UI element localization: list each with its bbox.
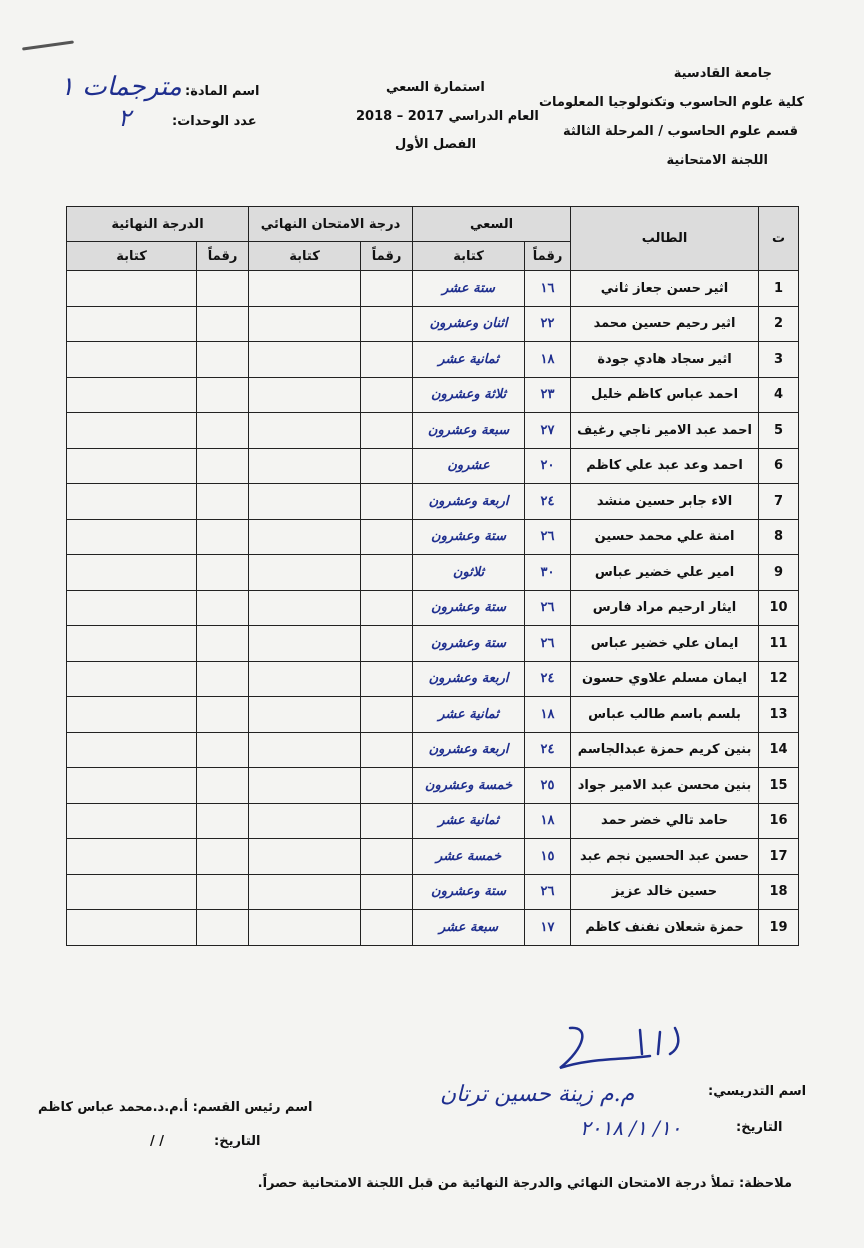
exam-written	[249, 768, 361, 804]
effort-numeric: ٢٤	[525, 661, 571, 697]
row-index: 9	[759, 555, 799, 591]
final-written	[67, 590, 197, 626]
student-name: احمد عباس كاظم خليل	[571, 377, 759, 413]
exam-written	[249, 732, 361, 768]
table-row	[67, 342, 799, 378]
table-row	[67, 484, 799, 520]
table-row	[67, 874, 799, 910]
effort-numeric: ١٦	[525, 271, 571, 307]
final-numeric	[197, 306, 249, 342]
final-written	[67, 519, 197, 555]
final-written	[67, 484, 197, 520]
teacher-label: اسم التدريسي:	[708, 1084, 807, 1099]
effort-written: سبعة عشر	[413, 910, 525, 946]
effort-written: ستة وعشرون	[413, 590, 525, 626]
final-written	[67, 448, 197, 484]
row-index: 19	[759, 910, 799, 946]
student-name: الاء جابر حسين منشد	[571, 484, 759, 520]
department-head: اسم رئيس القسم: أ.م.د.محمد عباس كاظم	[38, 1100, 313, 1115]
final-written	[67, 697, 197, 733]
units-value: ٢	[118, 104, 131, 132]
final-numeric	[197, 768, 249, 804]
academic-year: العام الدراسي 2017 – 2018	[356, 109, 539, 124]
row-index: 13	[759, 697, 799, 733]
exam-numeric	[361, 448, 413, 484]
table-row	[67, 448, 799, 484]
table-row	[67, 697, 799, 733]
row-index: 14	[759, 732, 799, 768]
effort-numeric: ٢٦	[525, 874, 571, 910]
exam-numeric	[361, 874, 413, 910]
table-row	[67, 377, 799, 413]
student-name: حمزة شعلان نفنف كاظم	[571, 910, 759, 946]
row-index: 2	[759, 306, 799, 342]
header-index: ت	[759, 207, 799, 271]
final-written	[67, 874, 197, 910]
exam-numeric	[361, 768, 413, 804]
effort-written: ستة وعشرون	[413, 874, 525, 910]
effort-numeric: ٢٣	[525, 377, 571, 413]
effort-numeric: ١٨	[525, 342, 571, 378]
department-name: قسم علوم الحاسوب / المرحلة الثالثة	[562, 124, 798, 139]
exam-written	[249, 377, 361, 413]
exam-numeric	[361, 306, 413, 342]
exam-written	[249, 413, 361, 449]
effort-written: اربعة وعشرون	[413, 484, 525, 520]
student-name: ايثار ارحيم مراد فارس	[571, 590, 759, 626]
final-numeric	[197, 590, 249, 626]
final-written	[67, 377, 197, 413]
table-row	[67, 306, 799, 342]
student-name: امنة علي محمد حسين	[571, 519, 759, 555]
exam-written	[249, 271, 361, 307]
row-index: 12	[759, 661, 799, 697]
effort-numeric: ١٨	[525, 697, 571, 733]
student-name: بلسم باسم طالب عباس	[571, 697, 759, 733]
student-name: حامد تالي خضر حمد	[571, 803, 759, 839]
table-row	[67, 271, 799, 307]
effort-numeric: ٢٦	[525, 519, 571, 555]
university-name: جامعة القادسية	[673, 66, 772, 81]
row-index: 4	[759, 377, 799, 413]
table-row	[67, 768, 799, 804]
row-index: 8	[759, 519, 799, 555]
row-index: 15	[759, 768, 799, 804]
student-name: احمد وعد عبد علي كاظم	[571, 448, 759, 484]
row-index: 5	[759, 413, 799, 449]
final-numeric	[197, 342, 249, 378]
final-numeric	[197, 839, 249, 875]
final-written	[67, 839, 197, 875]
effort-written: اربعة وعشرون	[413, 661, 525, 697]
exam-numeric	[361, 910, 413, 946]
effort-numeric: ٢٦	[525, 590, 571, 626]
form-title: استمارة السعي	[386, 80, 485, 95]
table-row	[67, 626, 799, 662]
table-row	[67, 590, 799, 626]
effort-written: خمسة وعشرون	[413, 768, 525, 804]
teacher-date-value: ١٠/ ١/ ٢٠١٨	[580, 1116, 682, 1140]
subheader-exam-written: كتابة	[249, 242, 361, 271]
table-row	[67, 555, 799, 591]
exam-numeric	[361, 803, 413, 839]
effort-written: ثمانية عشر	[413, 342, 525, 378]
row-index: 6	[759, 448, 799, 484]
final-numeric	[197, 519, 249, 555]
exam-written	[249, 448, 361, 484]
footer-note: ملاحظة: تملأ درجة الامتحان النهائي والدرجة النهائية من قبل اللجنة الامتحانية حصراً.	[257, 1176, 792, 1191]
table-row	[67, 732, 799, 768]
exam-written	[249, 839, 361, 875]
table-row	[67, 661, 799, 697]
row-index: 3	[759, 342, 799, 378]
semester: الفصل الأول	[395, 137, 477, 152]
effort-written: ثمانية عشر	[413, 803, 525, 839]
effort-numeric: ٣٠	[525, 555, 571, 591]
effort-numeric: ٢٥	[525, 768, 571, 804]
final-numeric	[197, 661, 249, 697]
effort-numeric: ٢٦	[525, 626, 571, 662]
effort-written: اثنان وعشرون	[413, 306, 525, 342]
effort-numeric: ٢٤	[525, 732, 571, 768]
committee-name: اللجنة الامتحانية	[666, 153, 768, 168]
student-name: بنين محسن عبد الامير جواد	[571, 768, 759, 804]
exam-written	[249, 555, 361, 591]
row-index: 17	[759, 839, 799, 875]
exam-written	[249, 874, 361, 910]
final-numeric	[197, 448, 249, 484]
exam-numeric	[361, 519, 413, 555]
final-numeric	[197, 803, 249, 839]
effort-written: سبعة وعشرون	[413, 413, 525, 449]
row-index: 1	[759, 271, 799, 307]
exam-numeric	[361, 377, 413, 413]
exam-written	[249, 519, 361, 555]
exam-written	[249, 910, 361, 946]
pen-mark	[22, 40, 74, 50]
effort-numeric: ١٨	[525, 803, 571, 839]
effort-numeric: ١٥	[525, 839, 571, 875]
effort-numeric: ٢٤	[525, 484, 571, 520]
final-written	[67, 555, 197, 591]
exam-written	[249, 342, 361, 378]
student-name: ايمان علي خضير عباس	[571, 626, 759, 662]
exam-numeric	[361, 555, 413, 591]
subheader-final-written: كتابة	[67, 242, 197, 271]
effort-numeric: ١٧	[525, 910, 571, 946]
final-numeric	[197, 484, 249, 520]
final-numeric	[197, 910, 249, 946]
row-index: 16	[759, 803, 799, 839]
effort-written: اربعة وعشرون	[413, 732, 525, 768]
final-written	[67, 732, 197, 768]
table-row	[67, 413, 799, 449]
exam-written	[249, 306, 361, 342]
row-index: 18	[759, 874, 799, 910]
final-written	[67, 271, 197, 307]
effort-numeric: ٢٧	[525, 413, 571, 449]
exam-numeric	[361, 413, 413, 449]
effort-numeric: ٢٠	[525, 448, 571, 484]
subject-value: مترجمات ١	[60, 72, 182, 102]
final-written	[67, 342, 197, 378]
exam-numeric	[361, 590, 413, 626]
effort-written: ثمانية عشر	[413, 697, 525, 733]
teacher-value: م.م زينة حسين ترتان	[440, 1082, 635, 1107]
final-numeric	[197, 271, 249, 307]
exam-numeric	[361, 626, 413, 662]
student-name: اثير سجاد هادي جودة	[571, 342, 759, 378]
table-row	[67, 839, 799, 875]
effort-written: خمسة عشر	[413, 839, 525, 875]
student-name: حسن عبد الحسين نجم عبد	[571, 839, 759, 875]
subheader-final-numeric: رقماً	[197, 242, 249, 271]
student-name: امير علي خضير عباس	[571, 555, 759, 591]
header-effort: السعي	[413, 207, 571, 242]
final-written	[67, 768, 197, 804]
final-written	[67, 413, 197, 449]
head-date-label: التاريخ:	[214, 1134, 261, 1149]
final-written	[67, 626, 197, 662]
header-student: الطالب	[571, 207, 759, 271]
effort-numeric: ٢٢	[525, 306, 571, 342]
grades-table	[66, 206, 799, 946]
final-numeric	[197, 413, 249, 449]
exam-numeric	[361, 484, 413, 520]
college-name: كلية علوم الحاسوب وتكنولوجيا المعلومات	[538, 95, 804, 110]
student-name: اثير رحيم حسين محمد	[571, 306, 759, 342]
student-name: ايمان مسلم علاوي حسون	[571, 661, 759, 697]
student-name: اثير حسن جعاز ثاني	[571, 271, 759, 307]
final-numeric	[197, 626, 249, 662]
row-index: 10	[759, 590, 799, 626]
head-date-value: / /	[150, 1134, 165, 1149]
student-name: احمد عبد الامير ناجي رغيف	[571, 413, 759, 449]
effort-written: ستة وعشرون	[413, 626, 525, 662]
exam-written	[249, 661, 361, 697]
exam-written	[249, 590, 361, 626]
exam-numeric	[361, 342, 413, 378]
subheader-effort-numeric: رقماً	[525, 242, 571, 271]
effort-written: عشرون	[413, 448, 525, 484]
exam-written	[249, 697, 361, 733]
final-numeric	[197, 377, 249, 413]
student-name: بنين كريم حمزة عبدالجاسم	[571, 732, 759, 768]
final-numeric	[197, 732, 249, 768]
exam-numeric	[361, 661, 413, 697]
exam-numeric	[361, 839, 413, 875]
final-numeric	[197, 874, 249, 910]
effort-written: ستة عشر	[413, 271, 525, 307]
final-written	[67, 803, 197, 839]
units-label: عدد الوحدات:	[172, 114, 257, 129]
effort-written: ثلاثة وعشرون	[413, 377, 525, 413]
effort-written: ستة وعشرون	[413, 519, 525, 555]
subheader-effort-written: كتابة	[413, 242, 525, 271]
final-written	[67, 910, 197, 946]
exam-written	[249, 484, 361, 520]
row-index: 11	[759, 626, 799, 662]
exam-numeric	[361, 732, 413, 768]
exam-numeric	[361, 271, 413, 307]
exam-written	[249, 803, 361, 839]
table-row	[67, 519, 799, 555]
subject-label: اسم المادة:	[185, 84, 260, 99]
exam-written	[249, 626, 361, 662]
row-index: 7	[759, 484, 799, 520]
final-written	[67, 661, 197, 697]
signature-mark	[530, 1018, 700, 1078]
final-numeric	[197, 555, 249, 591]
final-written	[67, 306, 197, 342]
final-numeric	[197, 697, 249, 733]
subheader-exam-numeric: رقماً	[361, 242, 413, 271]
header-final-exam: درجة الامتحان النهائي	[249, 207, 413, 242]
effort-written: ثلاثون	[413, 555, 525, 591]
header-final-grade: الدرجة النهائية	[67, 207, 249, 242]
student-name: حسين خالد عزيز	[571, 874, 759, 910]
exam-numeric	[361, 697, 413, 733]
table-row	[67, 803, 799, 839]
table-row	[67, 910, 799, 946]
teacher-date-label: التاريخ:	[736, 1120, 783, 1135]
